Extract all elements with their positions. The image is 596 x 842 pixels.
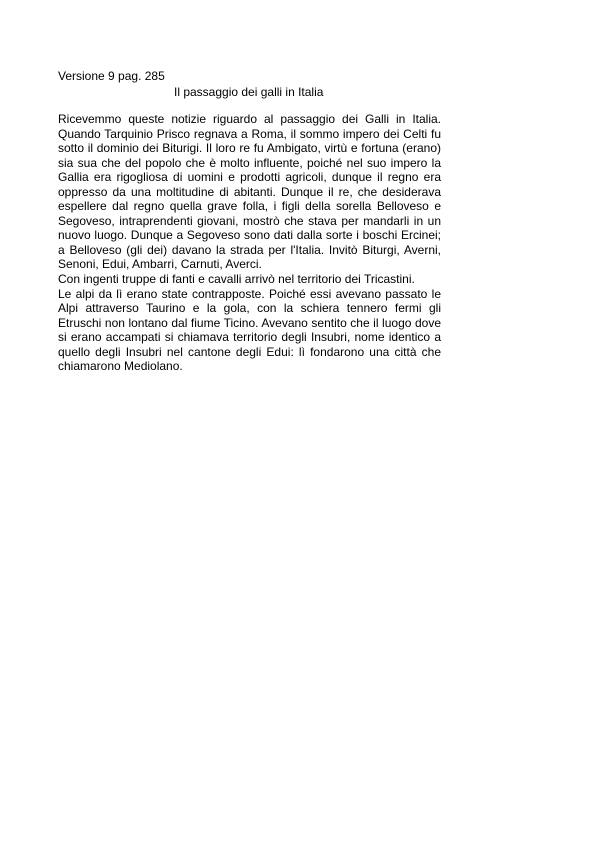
body-paragraph-2: Con ingenti truppe di fanti e cavalli arrivò nel territorio dei Tricastini. bbox=[58, 272, 415, 287]
document-body bbox=[58, 112, 441, 374]
body-paragraph-1: Ricevemmo queste notizie riguardo al passaggio dei Galli in Italia. Quando Tarquinio Prisco regnava a Roma, il sommo impero dei Celti fu sotto il dominio dei Biturigi. Il loro re fu Ambigato, virtù e fortuna (erano) sia sua che del popolo che è molto influente, poiché nel suo impero la Gallia era rigogliosa di uomini e prodotti agricoli, dunque il regno era oppresso da una moltitudine di abitanti. Dunque il re, che desiderava espellere dal regno quella grave folla, i figli della sorella Belloveso e Segoveso, intraprendenti giovani, mostrò che stava per mandarli in un nuovo luogo. Dunque a Segoveso sono dati dalla sorte i boschi Ercinei; a Belloveso (gli dei) davano la strada per l'Italia. Invitò Biturgi, Averni, Senoni, Edui, Ambarri, Carnuti, Averci. bbox=[58, 112, 441, 272]
body-paragraph-3: Le alpi da lì erano state contrapposte. Poiché essi avevano passato le Alpi attraverso Taurino e la gola, con la schiera tennero fermi gli Etruschi non lontano dal fiume Ticino. Avevano sentito che il luogo dove si erano accampati si chiamava territorio degli Insubri, nome identico a quello degli Insubri nel cantone degli Edui: lì fondarono una città che chiamarono Mediolano. bbox=[58, 286, 441, 374]
page-reference: Versione 9 pag. 285 bbox=[58, 69, 165, 83]
document-title: Il passaggio dei galli in Italia bbox=[174, 85, 324, 99]
